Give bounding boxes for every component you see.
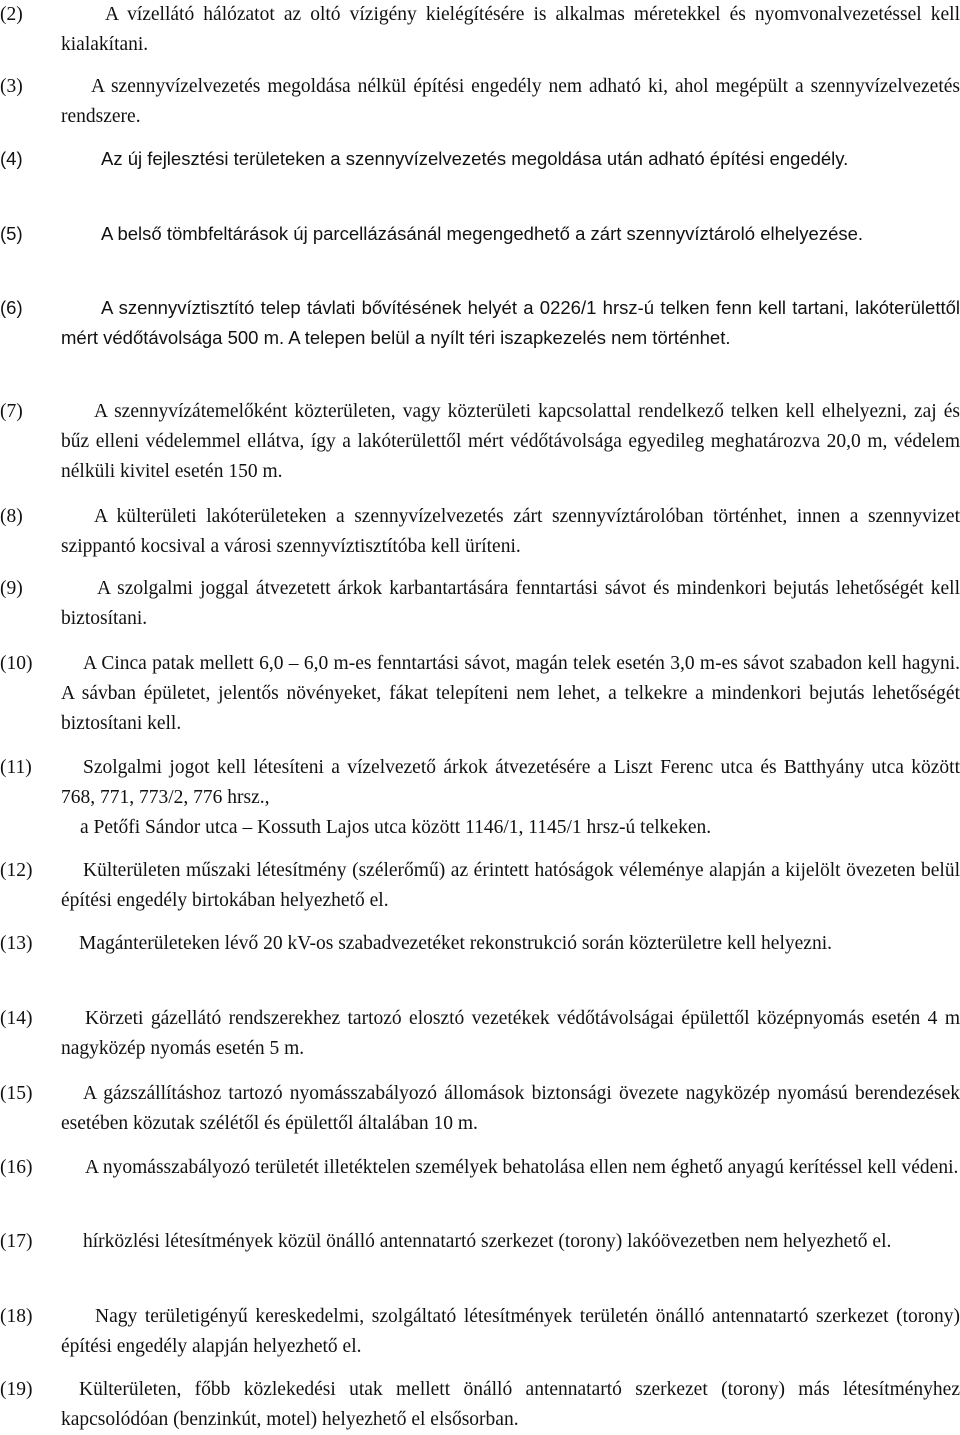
paragraph-number: (10): [0, 653, 33, 674]
paragraph-number: (15): [0, 1083, 33, 1104]
paragraph-text: A szennyvízelvezetés megoldása nélkül építési engedély nem adható ki, ahol megépült a szennyvízelvezetés rendszere.: [61, 76, 960, 127]
paragraph-number: (18): [0, 1306, 33, 1327]
paragraph-text: A nyomásszabályozó területét illetéktelen személyek behatolása ellen nem éghető anyagú kerítéssel kell védeni.: [85, 1157, 959, 1178]
paragraph-number: (5): [0, 223, 23, 244]
paragraph-text: Szolgalmi jogot kell létesíteni a vízelvezető árkok átvezetésére a Liszt Ferenc utca és Batthyány utca között 768, 771, 773/2, 776 hrsz.,: [61, 757, 960, 808]
paragraph-number: (6): [0, 297, 23, 318]
paragraph-number: (9): [0, 578, 23, 599]
paragraph-number: (3): [0, 76, 23, 97]
paragraph-text: A szennyvízátemelőként közterületen, vagy közterületi kapcsolattal rendelkező telken kell elhelyezni, zaj és bűz elleni védelemmel ellátva, így a lakóterülettől mért védőtávolsága egyedileg meghatározva 20,0 m, védelem nélküli kivitel esetén 150 m.: [61, 401, 960, 482]
paragraph-text: Körzeti gázellátó rendszerekhez tartozó elosztó vezetékek védőtávolságai épülettől középnyomás esetén 4 m nagyközép nyomás esetén 5 m.: [61, 1008, 960, 1059]
paragraph-number: (12): [0, 860, 33, 881]
paragraph-text: A belső tömbfeltárások új parcellázásánál megengedhető a zárt szennyvíztároló elhelyezése.: [101, 223, 864, 244]
paragraph-text: A szolgalmi joggal átvezetett árkok karbantartására fenntartási sávot és mindenkori bejutás lehetőségét kell biztosítani.: [61, 578, 960, 629]
paragraph-continuation: a Petőfi Sándor utca – Kossuth Lajos utca között 1146/1, 1145/1 hrsz-ú telkeken.: [80, 817, 712, 838]
paragraph-number: (14): [0, 1008, 33, 1029]
paragraph-text: Külterületen műszaki létesítmény (szélerőmű) az érintett hatóságok véleménye alapján a kijelölt övezeten belül építési engedély birtokában helyezhető el.: [61, 860, 960, 911]
paragraph-text: hírközlési létesítmények közül önálló antennatartó szerkezet (torony) lakóövezetben nem helyezhető el.: [83, 1231, 892, 1252]
paragraph-number: (11): [0, 757, 32, 778]
paragraph-text: Nagy területigényű kereskedelmi, szolgáltató létesítmények területén önálló antennatartó szerkezet (torony) építési engedély alapján helyezhető el.: [61, 1306, 960, 1357]
paragraph-number: (16): [0, 1157, 33, 1178]
paragraph-number: (7): [0, 401, 23, 422]
paragraph-text: A vízellátó hálózatot az oltó vízigény kielégítésére is alkalmas méretekkel és nyomvonalvezetéssel kell kialakítani.: [61, 4, 960, 55]
paragraph-text: Az új fejlesztési területeken a szennyvízelvezetés megoldása után adható építési engedély.: [101, 148, 849, 169]
paragraph-number: (4): [0, 148, 23, 169]
paragraph-number: (2): [0, 4, 23, 25]
paragraph-text: A szennyvíztisztító telep távlati bővítésének helyét a 0226/1 hrsz-ú telken fenn kell tartani, lakóterülettől mért védőtávolsága 500 m. A telepen belül a nyílt téri iszapkezelés nem történhet.: [61, 297, 960, 348]
paragraph-text: A gázszállításhoz tartozó nyomásszabályozó állomások biztonsági övezete nagyközép nyomású berendezések esetében közutak szélétől és épülettől általában 10 m.: [61, 1083, 960, 1134]
paragraph-number: (8): [0, 506, 23, 527]
paragraph-text: A Cinca patak mellett 6,0 – 6,0 m-es fenntartási sávot, magán telek esetén 3,0 m-es sávot szabadon kell hagyni. A sávban épületet, jelentős növényeket, fákat telepíteni nem lehet, a telkekre a mindenkori bejutás lehetőségét biztosítani kell.: [61, 653, 960, 734]
paragraph-number: (17): [0, 1231, 33, 1252]
paragraph-number: (19): [0, 1379, 33, 1400]
paragraph-text: Külterületen, főbb közlekedési utak mellett önálló antennatartó szerkezet (torony) más létesítményhez kapcsolódóan (benzinkút, motel) helyezhető el elsősorban.: [61, 1379, 960, 1430]
paragraph-text: Magánterületeken lévő 20 kV-os szabadvezetéket rekonstrukció során közterületre kell helyezni.: [79, 933, 832, 954]
paragraph-text: A külterületi lakóterületeken a szennyvízelvezetés zárt szennyvíztárolóban történhet, innen a szennyvizet szippantó kocsival a városi szennyvíztisztítóba kell üríteni.: [61, 506, 960, 557]
paragraph-number: (13): [0, 933, 33, 954]
